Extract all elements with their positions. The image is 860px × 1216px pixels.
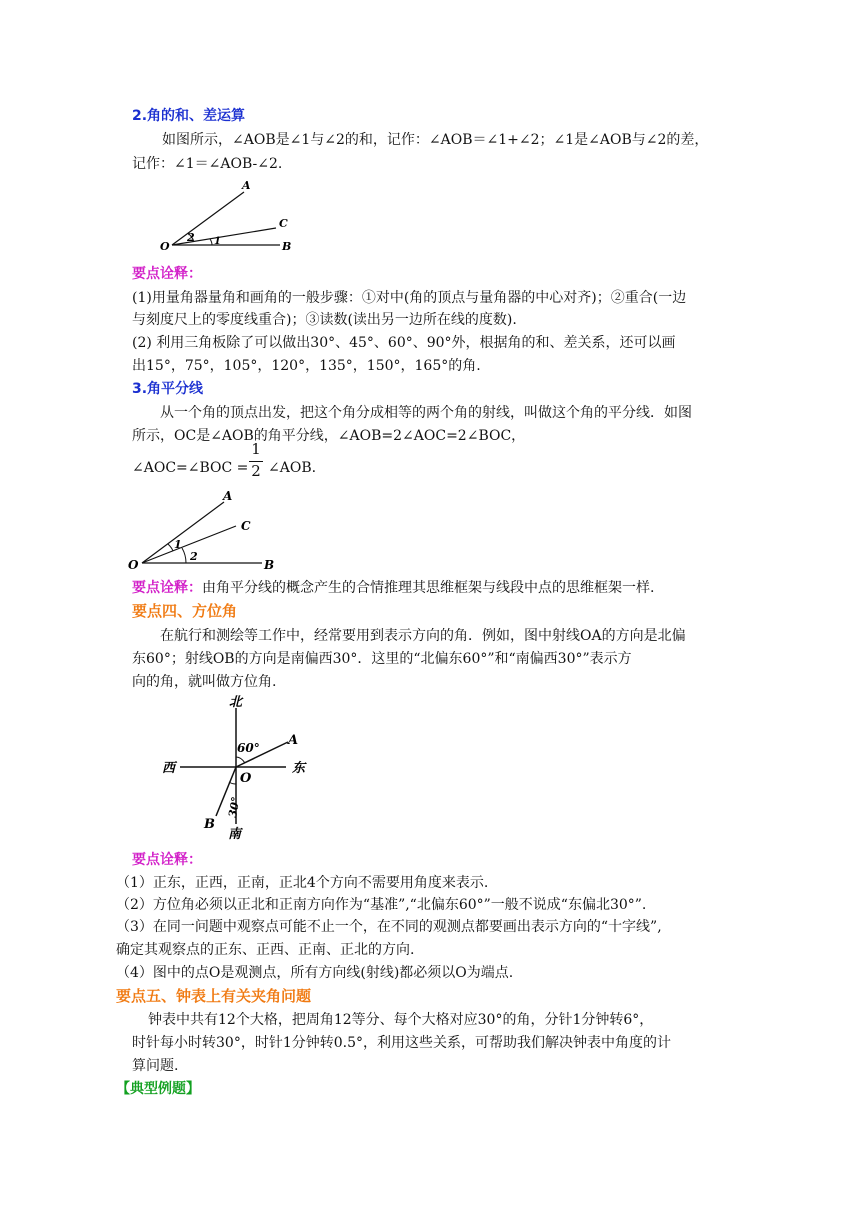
- paragraph-line: 所示，OC是∠AOB的角平分线，∠AOB=2∠AOC=2∠BOC，: [132, 428, 526, 444]
- paragraph-line: (2) 利用三角板除了可以做出30°、45°、60°、90°外，根据角的和、差关系，还可以画: [132, 335, 676, 351]
- angle-sum-figure: [158, 172, 298, 256]
- label-A: A: [242, 179, 251, 192]
- angle-bisector-figure: [124, 486, 294, 572]
- fraction-denominator: 2: [251, 462, 261, 480]
- paragraph-line: （3）在同一问题中观察点可能不止一个，在不同的观测点都要画出表示方向的“十字线”,: [116, 919, 662, 935]
- key-note-label: 要点诠释：: [132, 266, 202, 282]
- angle-1-label: 1: [174, 538, 182, 551]
- label-C: C: [241, 519, 251, 533]
- section-heading-bearing: 要点四、方位角: [132, 602, 238, 620]
- label-B: B: [264, 558, 275, 572]
- section-heading-clock-angles: 要点五、钟表上有关夹角问题: [116, 987, 312, 1005]
- paragraph-line: 确定其观察点的正东、正西、正南、正北的方向.: [116, 942, 415, 958]
- angle-60-label: 60°: [237, 741, 260, 755]
- angle-30-label: 30°: [226, 795, 243, 819]
- paragraph-line: 算问题.: [132, 1058, 179, 1074]
- angle-1-label: 1: [214, 236, 221, 247]
- label-A: A: [223, 489, 233, 503]
- label-A: A: [288, 733, 299, 748]
- paragraph-line: （2）方位角必须以正北和正南方向作为“基准”,“北偏东60°”一般不说成“东偏北30°”.: [116, 897, 647, 913]
- formula-right: ∠AOB.: [268, 460, 317, 476]
- key-note-label: 要点诠释：: [132, 580, 202, 596]
- angle-2-label: 2: [190, 550, 198, 563]
- key-note-line: [132, 578, 654, 598]
- section-heading-angle-sum-difference: 2.角的和、差运算: [132, 108, 246, 124]
- paragraph-line: (1)用量角器量角和画角的一般步骤：①对中(角的顶点与量角器的中心对齐)；②重合(一边: [132, 290, 687, 306]
- east-label: 东: [292, 761, 306, 776]
- paragraph-line: 从一个角的顶点出发，把这个角分成相等的两个角的射线，叫做这个角的平分线．如图: [160, 405, 692, 421]
- label-C: C: [279, 217, 288, 230]
- south-label: 南: [228, 827, 242, 842]
- label-O: O: [128, 558, 139, 572]
- paragraph-line: 如图所示，∠AOB是∠1与∠2的和，记作：∠AOB＝∠1+∠2；∠1是∠AOB与∠2的差，: [162, 132, 709, 148]
- paragraph-line: （4）图中的点O是观测点，所有方向线(射线)都必须以O为端点.: [116, 965, 514, 981]
- label-O: O: [240, 771, 252, 786]
- paragraph-line: 时针每小时转30°，时针1分钟转0.5°，利用这些关系，可帮助我们解决钟表中角度的计: [132, 1035, 671, 1051]
- paragraph-line: 出15°，75°，105°，120°，135°，150°，165°的角.: [132, 358, 481, 374]
- section-heading-angle-bisector: 3.角平分线: [132, 381, 204, 397]
- fraction-numerator: 1: [251, 440, 261, 458]
- label-O: O: [160, 240, 170, 253]
- paragraph-line: 记作：∠1＝∠AOB-∠2.: [132, 156, 283, 172]
- angle-2-label: 2: [187, 231, 195, 244]
- paragraph-line: 东60°；射线OB的方向是南偏西30°．这里的“北偏东60°”和“南偏西30°”表示方: [132, 651, 632, 667]
- key-note-label: 要点诠释：: [132, 852, 202, 868]
- label-B: B: [204, 817, 215, 832]
- label-B: B: [282, 240, 292, 253]
- paragraph-line: （1）正东，正西，正南，正北4个方向不需要用角度来表示.: [116, 875, 489, 891]
- formula-left: ∠AOC=∠BOC =: [132, 460, 249, 476]
- paragraph-line: 钟表中共有12个大格，把周角12等分、每个大格对应30°的角，分针1分钟转6°，: [148, 1012, 654, 1028]
- paragraph-line: 与刻度尺上的零度线重合)；③读数(读出另一边所在线的度数).: [132, 312, 517, 328]
- west-label: 西: [162, 761, 176, 776]
- paragraph-line: 向的角，就叫做方位角.: [132, 674, 277, 690]
- key-note-text: 由角平分线的概念产生的合情推理其思维框架与线段中点的思维框架一样.: [202, 580, 655, 596]
- north-label: 北: [229, 695, 243, 710]
- typical-examples-heading: 【典型例题】: [116, 1081, 200, 1097]
- paragraph-line: 在航行和测绘等工作中，经常要用到表示方向的角．例如，图中射线OA的方向是北偏: [160, 628, 686, 644]
- bearing-figure: [158, 692, 318, 844]
